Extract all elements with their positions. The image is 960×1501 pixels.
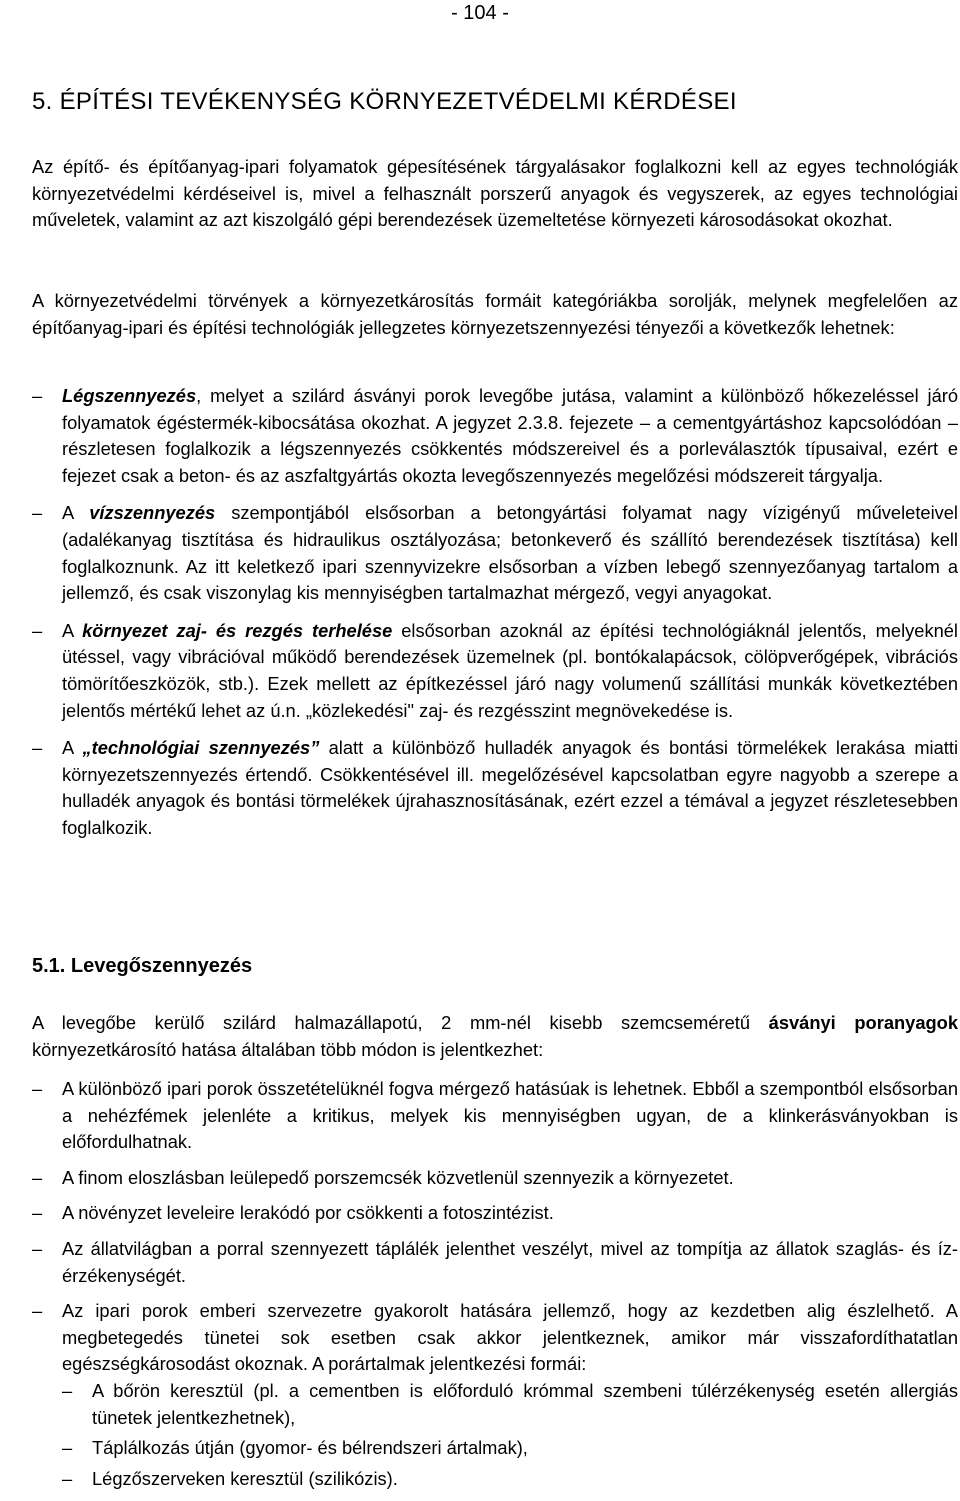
item-pre: A (62, 502, 90, 524)
item-text: Az állatvilágban a porral szennyezett táplálék jelenthet veszélyt, mivel az tompítja az állatok szaglás- és íz-érzékenységét. (62, 1237, 958, 1286)
sub-item-text: Légzőszerveken keresztül (szilikózis). (92, 1467, 398, 1489)
dash-bullet: – (32, 1237, 43, 1259)
dash-bullet: – (32, 1078, 43, 1099)
item-post: , melyet a szilárd ásványi porok levegőbe jutása, valamint a különböző hőkezeléssel járó folyamatok égéstermék-kibocsátása okozhat. A jegyzet 2.3.8. fejezete – a cementgyártáshoz kapcsolódóan – részletesen foglalkozik a légszennyezés csökkentés módszereivel és a porleválasztók típusaival, ezért e fejezet csak a beton- és az aszfaltgyártás okozta levegőszennyezés megelőzési módszereit tárgyalja. (62, 385, 958, 486)
sub-list-item (62, 1466, 958, 1493)
section-intro-post: környezetkárosító hatása általában több módon is jelentkezhet: (32, 1038, 544, 1060)
item-text: A különböző ipari porok összetételüknél fogva mérgező hatásúak is lehetnek. Ebből a szempontból elsősorban a nehézfémek jelenléte a kritikus, melyek kis mennyiségben ugyan, de a klinkerásványokban is előfordulhatnak. (62, 1078, 958, 1153)
list-item (32, 1236, 958, 1289)
item-text: A finom eloszlásban leülepedő porszemcsék közvetlenül szennyezik a környezetet. (62, 1166, 734, 1188)
dash-bullet: – (32, 1166, 43, 1188)
section-intro-bold: ásványi poranyagok (768, 1012, 958, 1033)
list-item (32, 383, 958, 489)
dash-bullet: – (62, 1379, 73, 1401)
list-item (32, 1076, 958, 1156)
dash-bullet: – (32, 619, 43, 641)
item-term: Légszennyezés (62, 385, 197, 406)
list-item (32, 1298, 958, 1492)
sub-list-item (62, 1435, 958, 1462)
intro-paragraph-2 (32, 288, 958, 341)
list-item (32, 500, 958, 606)
list-item (32, 1200, 958, 1227)
item-pre: A (62, 619, 83, 641)
list-item (32, 1165, 958, 1192)
intro-text-2: A környezetvédelmi törvények a környezetkárosítás formáit kategóriákba sorolják, melynek megfelelően az építőanyag-ipari és építési technológiák jellegzetes környezetszennyezési tényezői a következők lehetnek: (32, 290, 958, 338)
section-intro-pre: A levegőbe kerülő szilárd halmazállapotú, 2 mm-nél kisebb szemcseméretű (32, 1012, 769, 1033)
list-item (32, 618, 958, 724)
section-intro (32, 1010, 958, 1063)
section-title: 5.1. Levegőszennyezés (32, 955, 253, 977)
item-text: Az ipari porok emberi szervezetre gyakorolt hatására jellemző, hogy az kezdetben alig észlelhető. A megbetegedés tünetei sok esetben csak akkor jelentkeznek, amikor már visszafordíthatatlan egészségkárosodást okoznak. A porártalmak jelentkezési formái: (62, 1300, 958, 1375)
item-term: „technológiai szennyezés” (82, 737, 320, 759)
item-post: alatt a különböző hulladék anyagok és bontási törmelékek lerakása miatti környezetszennyezés értendő. Csökkentésével ill. megelőzésével kapcsolatban egyre nagyobb a szerepe a hulladék anyagok és bontási törmelékek újrahasznosításának, ezért ezzel a témával a jegyzet részletesebben foglalkozik. (62, 737, 959, 838)
sub-item-text: A bőrön keresztül (pl. a cementben is előforduló krómmal szembeni túlérzékenység esetén allergiás tünetek jelentkezhetnek), (92, 1379, 958, 1428)
dash-bullet: – (62, 1467, 73, 1489)
item-post: elsősorban azoknál az építési technológiáknál jelentős, melyeknél ütéssel, vagy vibrációval működő berendezések üzemelnek (pl. bontókalapácsok, cölöpverőgépek, vibrációs tömörítőeszközök, stb.). Ezek mellett az építkezéssel járó nagy volumenű szállítási munkák következtében jelentős mértékű lehet az ú.n. „közlekedési" zaj- és rezgésszint megnövekedése is. (62, 619, 958, 721)
item-pre: A (62, 737, 83, 759)
intro-text-1: Az építő- és építőanyag-ipari folyamatok gépesítésének tárgyalásakor foglalkozni kell az egyes technológiák környezetvédelmi kérdéseivel is, mivel a felhasznált porszerű anyagok és vegyszerek, az egyes technológiai műveletek, valamint az azt kiszolgáló gépi berendezések üzemeltetése környezeti károsodásokat okozhat. (32, 156, 958, 231)
list-item (32, 735, 958, 841)
intro-paragraph-1 (32, 154, 958, 234)
dash-bullet: – (32, 737, 43, 759)
dash-bullet: – (32, 1300, 43, 1322)
pollution-categories-list (32, 383, 958, 853)
dash-bullet: – (32, 502, 43, 524)
exposure-forms-list (62, 1378, 958, 1492)
page-number: - 104 - (451, 2, 509, 24)
dash-bullet: – (32, 385, 43, 406)
item-post: szempontjából elsősorban a betongyártási folyamat nagy vízigényű műveleteivel (adalékanyag tisztítása és hidraulikus osztályozása; betonkeverő és szállító berendezések tisztítása) kell foglalkoznunk. Az itt keletkező ipari szennyvizekre elsősorban a vízben lebegő szennyezőanyag tartalom a jellemző, és csak viszonylag kis mennyiségben tartalmazhat mérgező, vegyi anyagokat. (62, 502, 958, 604)
dust-effects-list (32, 1076, 958, 1501)
sub-list-item (62, 1378, 958, 1431)
chapter-title: 5. ÉPÍTÉSI TEVÉKENYSÉG KÖRNYEZETVÉDELMI KÉRDÉSEI (32, 88, 737, 115)
dash-bullet: – (32, 1202, 43, 1224)
sub-item-text: Táplálkozás útján (gyomor- és bélrendszeri ártalmak), (92, 1437, 528, 1459)
dash-bullet: – (62, 1437, 73, 1459)
section-intro-text (32, 1010, 958, 1063)
item-term: környezet zaj- és rezgés terhelése (82, 619, 393, 641)
item-text: A növényzet leveleire lerakódó por csökkenti a fotoszintézist. (62, 1202, 554, 1224)
item-term: vízszennyezés (89, 502, 216, 524)
